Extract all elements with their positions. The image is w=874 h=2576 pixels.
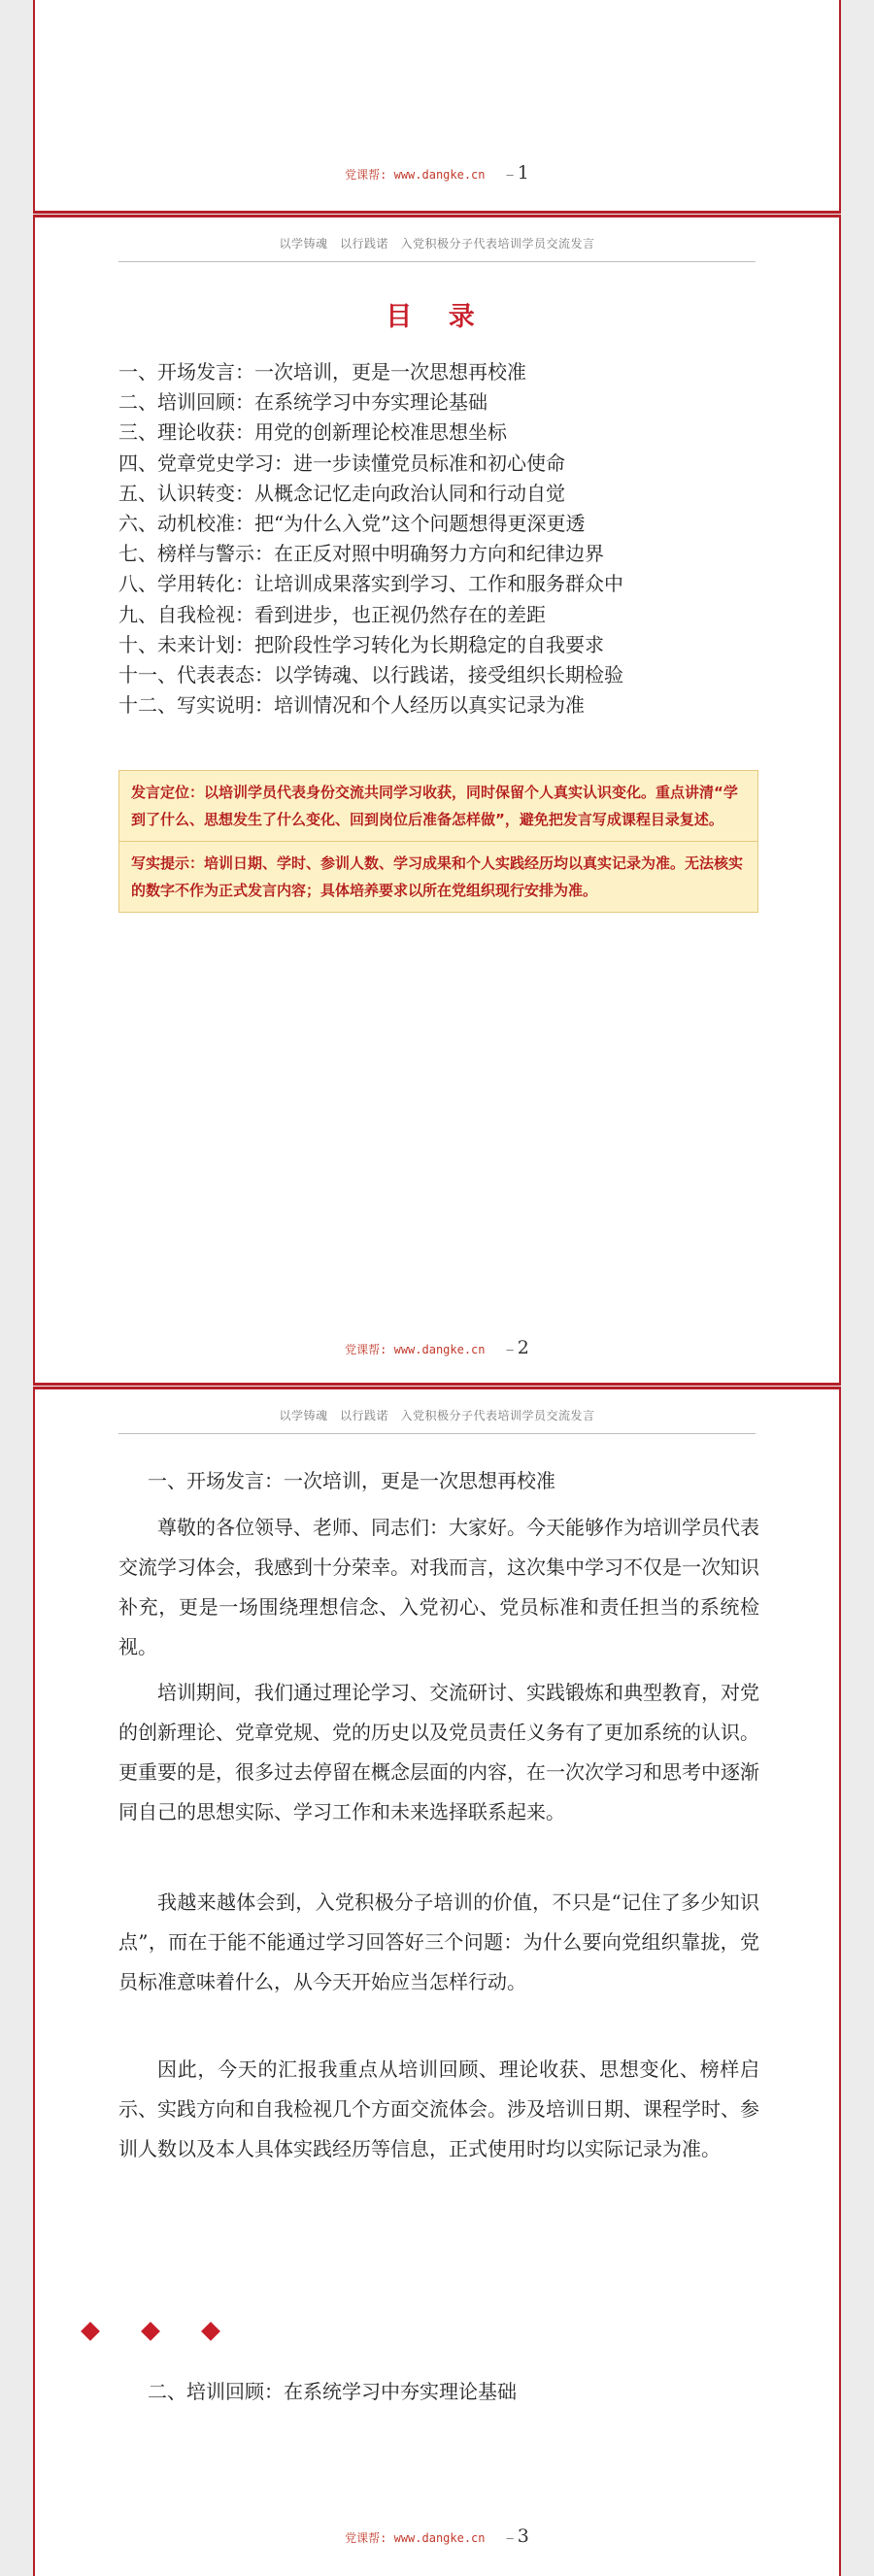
toc-item[interactable]: 三、理论收获：用党的创新理论校准思想坐标 (118, 420, 507, 445)
running-head: 以学铸魂 以行践诺 入党积极分子代表培训学员交流发言 (118, 1407, 756, 1434)
toc-item[interactable]: 十一、代表表态：以学铸魂、以行践诺，接受组织长期检验 (118, 663, 623, 687)
toc-item[interactable]: 十二、写实说明：培训情况和个人经历以真实记录为准 (118, 693, 585, 718)
body-paragraph: 培训期间，我们通过理论学习、交流研讨、实践锻炼和典型教育，对党的创新理论、党章党规、党的历史以及党员责任义务有了更加系统的认识。更重要的是，很多过去停留在概念层面的内容，在一次次学习和思考中逐渐同自己的思想实际、学习工作和未来选择联系起来。 (118, 1681, 759, 1823)
toc-list (118, 357, 623, 720)
page-3 (33, 1387, 841, 2576)
page-footer (35, 2526, 839, 2547)
toc-item[interactable]: 六、动机校准：把“为什么入党”这个问题想得更深更透 (118, 512, 586, 536)
running-head: 以学铸魂 以行践诺 入党积极分子代表培训学员交流发言 (118, 235, 756, 262)
toc-item[interactable]: 一、开场发言：一次培训，更是一次思想再校准 (118, 360, 526, 384)
section-heading: 一、开场发言：一次培训，更是一次思想再校准 (148, 1469, 555, 1492)
footer-site[interactable]: 党课帮: www.dangke.cn (345, 1343, 486, 1356)
body-paragraph: 因此，今天的汇报我重点从培训回顾、理论收获、思想变化、榜样启示、实践方向和自我检视几个方面交流体会。涉及培训日期、课程学时、参训人数以及本人具体实践经历等信息，正式使用时均以实际记录为准。 (118, 2057, 759, 2160)
notice-factual-tip: 写实提示：培训日期、学时、参训人数、学习成果和个人实践经历均以真实记录为准。无法核实的数字不作为正式发言内容；具体培养要求以所在党组织现行安排为准。 (119, 841, 757, 912)
notice-positioning: 发言定位：以培训学员代表身份交流共同学习收获，同时保留个人真实认识变化。重点讲清“学到了什么、思想发生了什么变化、回到岗位后准备怎样做”，避免把发言写成课程目录复述。 (131, 784, 738, 828)
footer-site[interactable]: 党课帮: www.dangke.cn (345, 168, 486, 182)
page-1 (33, 0, 841, 214)
section-heading: 二、培训回顾：在系统学习中夯实理论基础 (148, 2380, 517, 2403)
page-number: 3 (517, 2526, 529, 2547)
toc-title: 目 录 (386, 302, 488, 332)
body-paragraph: 我越来越体会到，入党积极分子培训的价值，不只是“记住了多少知识点”，而在于能不能通过学习回答好三个问题：为什么要向党组织靠拢，党员标准意味着什么，从今天开始应当怎样行动。 (118, 1890, 759, 1993)
footer-site[interactable]: 党课帮: www.dangke.cn (345, 2531, 486, 2545)
page-number: 1 (517, 162, 529, 184)
footer-dash: — (506, 2531, 514, 2545)
page-footer (35, 1337, 839, 1358)
toc-item[interactable]: 七、榜样与警示：在正反对照中明确努力方向和纪律边界 (118, 542, 604, 566)
toc-item[interactable]: 二、培训回顾：在系统学习中夯实理论基础 (118, 390, 487, 415)
toc-item[interactable]: 八、学用转化：让培训成果落实到学习、工作和服务群众中 (118, 572, 623, 596)
toc-item[interactable]: 五、认识转变：从概念记忆走向政治认同和行动自觉 (118, 481, 565, 505)
body-paragraph: 尊敬的各位领导、老师、同志们：大家好。今天能够作为培训学员代表交流学习体会，我感到十分荣幸。对我而言，这次集中学习不仅是一次知识补充，更是一场围绕理想信念、入党初心、党员标准和责任担当的系统检视。 (118, 1516, 759, 1658)
page-number: 2 (517, 1337, 529, 1358)
toc-item[interactable]: 十、未来计划：把阶段性学习转化为长期稳定的自我要求 (118, 632, 604, 656)
footer-dash: — (506, 168, 514, 182)
toc-item[interactable]: 四、党章党史学习：进一步读懂党员标准和初心使命 (118, 451, 565, 475)
page-footer (35, 162, 839, 184)
footer-dash: — (506, 1343, 514, 1356)
page-2 (33, 215, 841, 1386)
toc-item[interactable]: 九、自我检视：看到进步，也正视仍然存在的差距 (118, 602, 546, 626)
notice-box (118, 770, 758, 913)
